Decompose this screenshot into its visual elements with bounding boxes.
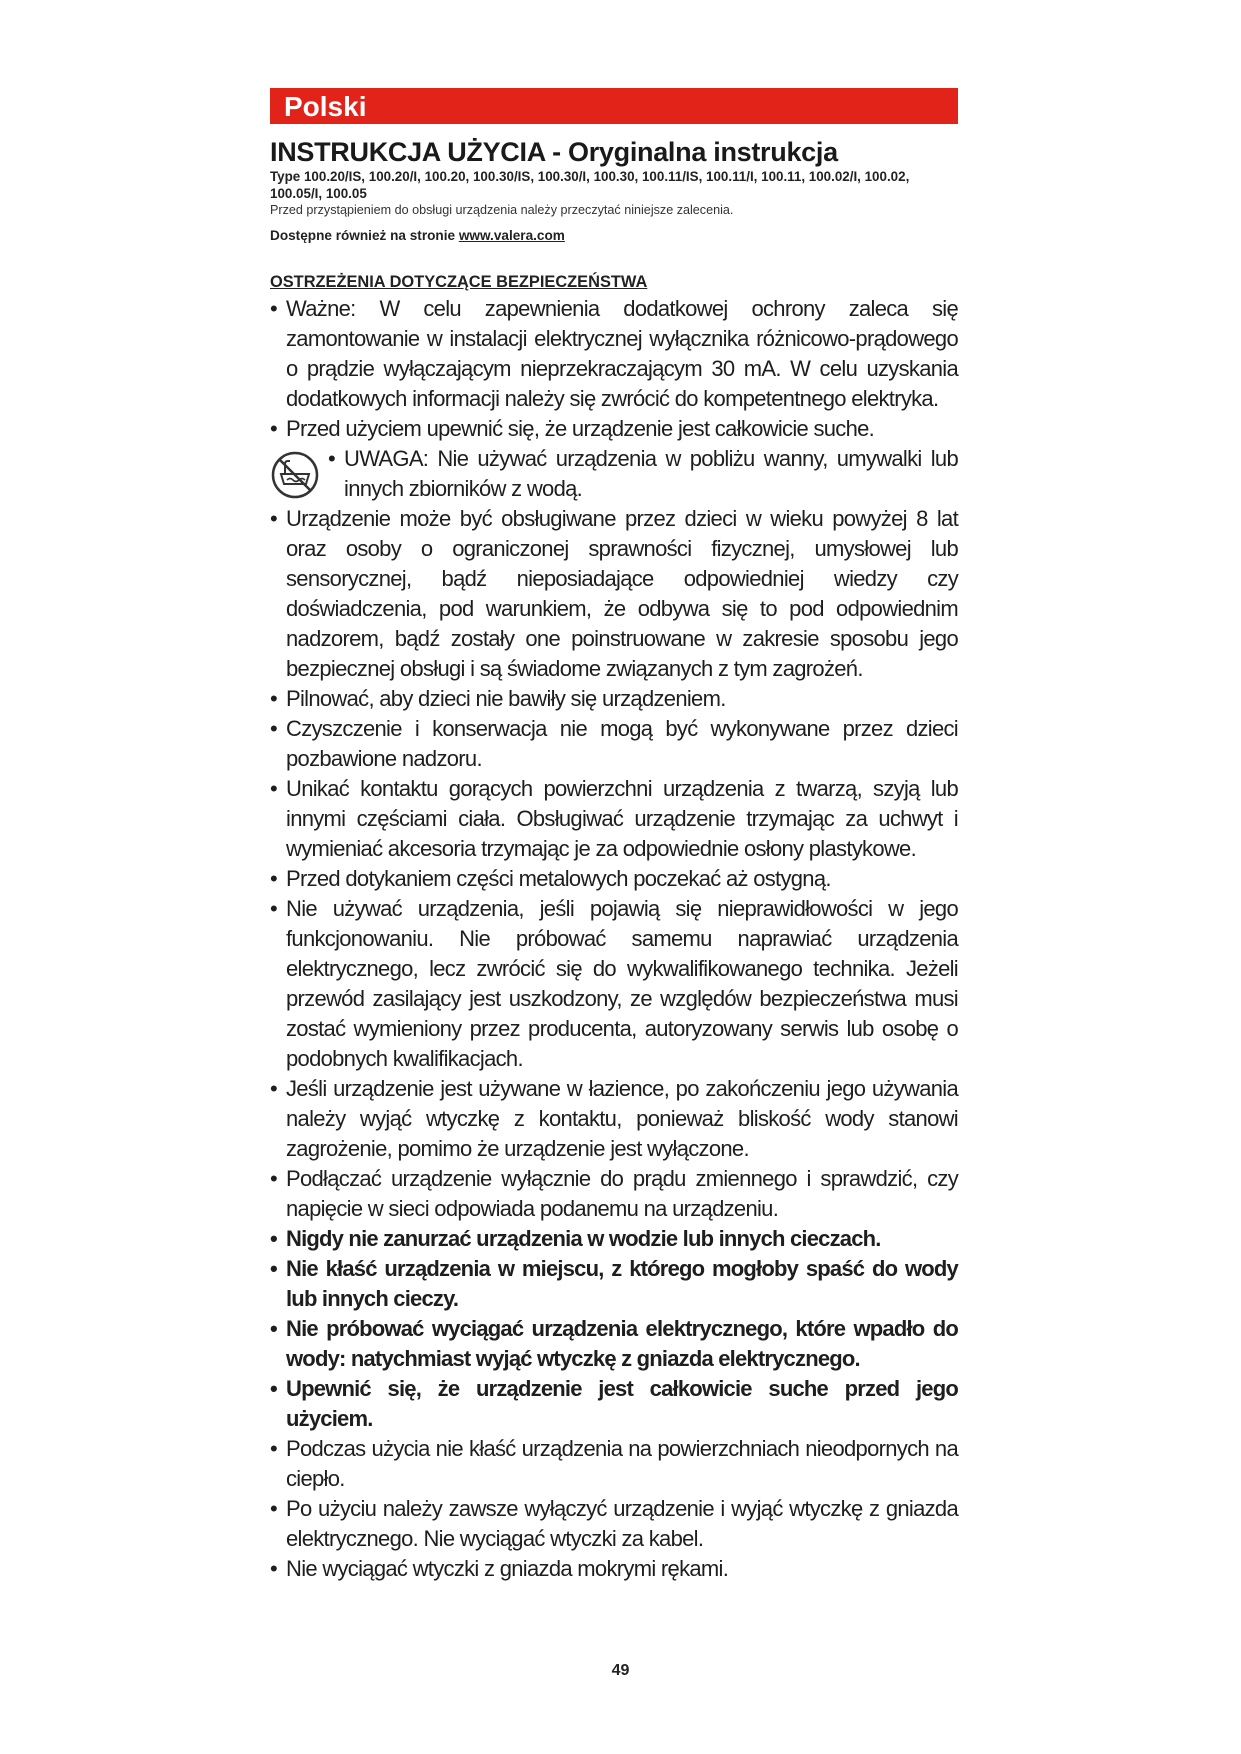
item-text: Przed użyciem upewnić się, że urządzenie jest całkowicie suche. (286, 416, 875, 441)
list-item (270, 1224, 958, 1254)
bullet: • (270, 1556, 278, 1581)
list-item (270, 1434, 958, 1494)
list-item (270, 684, 958, 714)
item-text: Przed dotykaniem części metalowych poczekać aż ostygną. (286, 866, 831, 891)
list-item (270, 294, 958, 414)
safety-warnings-list (270, 294, 958, 1584)
language-label: Polski (284, 91, 367, 122)
list-item (270, 774, 958, 864)
item-text: Unikać kontaktu gorących powierzchni urządzenia z twarzą, szyją lub innymi częściami ciała. Obsługiwać urządzenie trzymając za uchwyt i wymieniać akcesoria trzymając je za odpowiednie osłony plastykowe. (286, 776, 958, 861)
page-title: INSTRUKCJA UŻYCIA - Oryginalna instrukcja (270, 137, 838, 167)
list-item (270, 1254, 958, 1314)
list-item (270, 1494, 958, 1554)
list-item (270, 1374, 958, 1434)
item-text: Jeśli urządzenie jest używane w łazience, po zakończeniu jego używania należy wyjąć wtyczkę z kontaktu, ponieważ bliskość wody stanowi zagrożenie, pomimo że urządzenie jest wyłączone. (286, 1076, 958, 1161)
bullet: • (328, 446, 336, 471)
list-item (270, 1074, 958, 1164)
bullet: • (270, 1076, 278, 1101)
bullet: • (270, 1436, 278, 1461)
language-banner (270, 88, 958, 124)
list-item (270, 414, 958, 444)
section-heading: OSTRZEŻENIA DOTYCZĄCE BEZPIECZEŃSTWA (270, 273, 648, 291)
list-item (270, 1164, 958, 1224)
item-text: Nie próbować wyciągać urządzenia elektrycznego, które wpadło do wody: natychmiast wyjąć wtyczkę z gniazda elektrycznego. (286, 1316, 958, 1371)
bullet: • (270, 296, 278, 321)
item-text: Nigdy nie zanurzać urządzenia w wodzie lub innych cieczach. (286, 1226, 881, 1251)
bullet: • (270, 776, 278, 801)
bullet: • (270, 686, 278, 711)
item-text: Urządzenie może być obsługiwane przez dzieci w wieku powyżej 8 lat oraz osoby o ograniczonej sprawności fizycznej, umysłowej lub sensorycznej, bądź nieposiadające odpowiedniej wiedzy czy doświadczenia, pod warunkiem, że odbywa się to pod odpowiednim nadzorem, bądź zostały one poinstruowane w zakresie sposobu jego bezpiecznej obsługi i są świadome związanych z tym zagrożeń. (286, 506, 958, 681)
item-text: Podczas użycia nie kłaść urządzenia na powierzchniach nieodpornych na ciepło. (286, 1436, 958, 1491)
item-text: Upewnić się, że urządzenie jest całkowicie suche przed jego użyciem. (286, 1376, 958, 1431)
bullet: • (270, 866, 278, 891)
read-instructions-note: Przed przystąpieniem do obsługi urządzenia należy przeczytać niniejsze zalecenia. (270, 203, 734, 217)
no-bathtub-warning-icon (270, 450, 320, 500)
item-text: Po użyciu należy zawsze wyłączyć urządzenie i wyjąć wtyczkę z gniazda elektrycznego. Nie wyciągać wtyczki za kabel. (286, 1496, 958, 1551)
list-item (270, 1314, 958, 1374)
bullet: • (270, 1166, 278, 1191)
bullet: • (270, 1256, 277, 1281)
website-link[interactable]: www.valera.com (458, 228, 565, 243)
availability-prefix: Dostępne również na stronie (270, 228, 456, 243)
list-item (270, 444, 958, 504)
item-text: Pilnować, aby dzieci nie bawiły się urządzeniem. (286, 686, 726, 711)
availability-line (270, 227, 958, 245)
list-item (270, 864, 958, 894)
item-text: UWAGA: Nie używać urządzenia w pobliżu wanny, umywalki lub innych zbiorników z wodą. (344, 446, 958, 501)
bullet: • (270, 1376, 277, 1401)
page-number: 49 (611, 1662, 630, 1679)
item-text: Nie wyciągać wtyczki z gniazda mokrymi rękami. (286, 1556, 729, 1581)
bullet: • (270, 896, 278, 921)
item-text: Nie używać urządzenia, jeśli pojawią się nieprawidłowości w jego funkcjonowaniu. Nie próbować samemu naprawiać urządzenia elektrycznego, lecz zwrócić się do wykwalifikowanego technika. Jeżeli przewód zasilający jest uszkodzony, ze względów bezpieczeństwa musi zostać wymieniony przez producenta, autoryzowany serwis lub osobę o podobnych kwalifikacjach. (286, 896, 958, 1071)
list-item (270, 1554, 958, 1584)
bullet: • (270, 506, 278, 531)
manual-page (270, 88, 958, 1584)
item-text: Nie kłaść urządzenia w miejscu, z którego mogłoby spaść do wody lub innych cieczy. (286, 1256, 958, 1311)
bullet: • (270, 1496, 278, 1521)
item-text: Podłączać urządzenie wyłącznie do prądu zmiennego i sprawdzić, czy napięcie w sieci odpowiada podanemu na urządzeniu. (286, 1166, 958, 1221)
list-item (270, 714, 958, 774)
bullet: • (270, 1226, 277, 1251)
model-types: Type 100.20/IS, 100.20/I, 100.20, 100.30/IS, 100.30/I, 100.30, 100.11/IS, 100.11/I, 100.11, 100.02/I, 100.02, 100.05/I, 100.05 (270, 169, 910, 201)
bullet: • (270, 1316, 277, 1341)
item-text: Ważne: W celu zapewnienia dodatkowej ochrony zaleca się zamontowanie w instalacji elektrycznej wyłącznika różnicowo-prądowego o prądzie wyłączającym nieprzekraczającym 30 mA. W celu uzyskania dodatkowych informacji należy się zwrócić do kompetentnego elektryka. (286, 296, 958, 411)
list-item (270, 504, 958, 684)
bullet: • (270, 416, 278, 441)
bullet: • (270, 716, 278, 741)
list-item (270, 894, 958, 1074)
item-text: Czyszczenie i konserwacja nie mogą być wykonywane przez dzieci pozbawione nadzoru. (286, 716, 958, 771)
